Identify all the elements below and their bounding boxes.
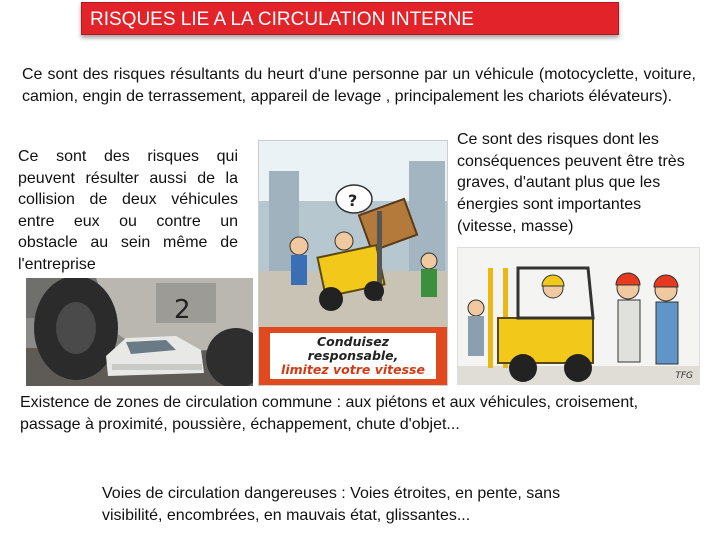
zones-paragraph: Existence de zones de circulation commune : aux piétons et aux véhicules, croisement, passage à proximité, poussière, échappement, chute d'objet... [20,394,639,433]
consequences-paragraph: Ce sont des risques dont les conséquences peuvent être très graves, d'autant plus que les énergies sont importantes (vitesse, masse) [457,131,685,235]
slide-title: RISQUES LIE A LA CIRCULATION INTERNE [81,2,619,35]
slogan-line-2: responsable, [307,348,399,363]
cartoon-credit: TFG [675,371,693,381]
crushed-car-photo [26,278,253,386]
intro-paragraph: Ce sont des risques résultants du heurt d'une personne par un véhicule (motocyclette, voiture, camion, engin de terrassement, appareil de levage , principalement les chariots élévateurs). [22,66,696,105]
slogan-banner [259,327,447,385]
forklift-workers-cartoon [457,247,700,385]
slogan-line-1: Conduisez [317,334,389,349]
slogan-line-3: limitez votre vitesse [281,362,425,377]
bubble-question-mark: ? [348,191,358,210]
collision-paragraph: Ce sont des risques qui peuvent résulter aussi de la collision de deux véhicules entre eux ou contre un obstacle au sein même de l'entreprise [18,148,238,273]
voies-paragraph: Voies de circulation dangereuses : Voies étroites, en pente, sans visibilité, encombrées, en mauvais état, glissantes... [102,485,561,524]
truck-number: 2 [174,295,191,325]
forklift-accident-cartoon [258,140,448,386]
